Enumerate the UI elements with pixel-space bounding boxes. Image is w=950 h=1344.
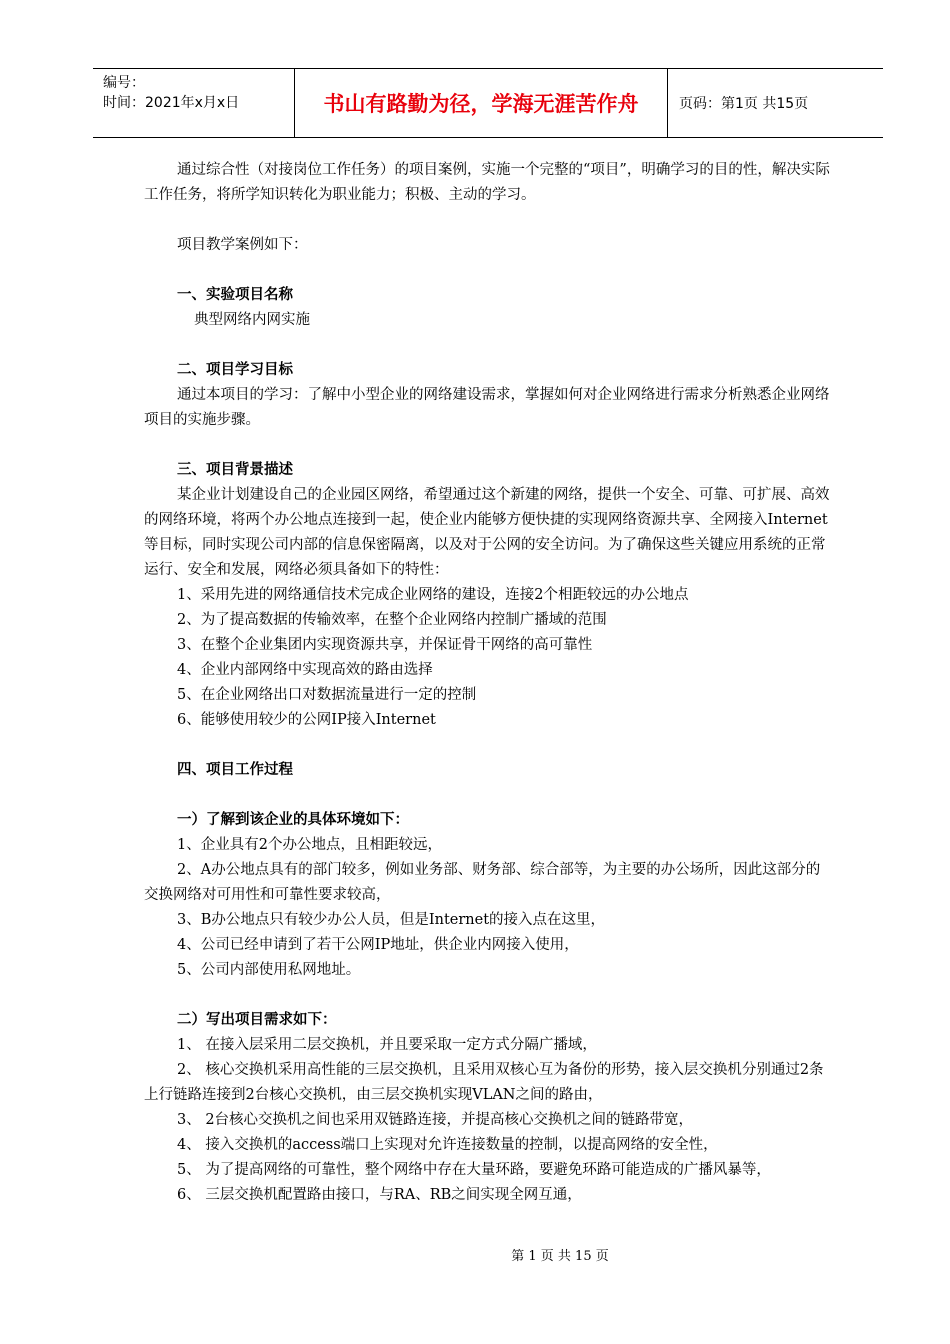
list-item: 6、 三层交换机配置路由接口，与RA、RB之间实现全网互通， bbox=[177, 1187, 582, 1203]
list-item: 4、公司已经申请到了若干公网IP地址，供企业内网接入使用， bbox=[177, 937, 579, 953]
list-item: 1、采用先进的网络通信技术完成企业网络的建设，连接2个相距较远的办公地点 bbox=[177, 587, 689, 603]
list-item: 3、在整个企业集团内实现资源共享，并保证骨干网络的高可靠性 bbox=[177, 637, 593, 653]
list-item: 3、 2台核心交换机之间也采用双链路连接，并提高核心交换机之间的链路带宽， bbox=[177, 1112, 694, 1128]
time-label: 时间：2021年x月x日 bbox=[103, 95, 240, 111]
intro-paragraph: 通过综合性（对接岗位工作任务）的项目案例，实施一个完整的“项目”，明确学习的目的性，解决实际工作任务，将所学知识转化为职业能力；积极、主动的学习。 bbox=[144, 162, 830, 203]
footer-page-number: 第 1 页 共 15 页 bbox=[511, 1249, 609, 1264]
list-item: 2、A办公地点具有的部门较多，例如业务部、财务部、综合部等，为主要的办公场所，因此这部分的交换网络对可用性和可靠性要求较高， bbox=[144, 862, 821, 903]
section-4-title: 四、项目工作过程 bbox=[177, 762, 293, 778]
header-divider bbox=[667, 69, 668, 137]
page-footer bbox=[0, 1245, 950, 1264]
header-meta bbox=[103, 73, 239, 113]
case-intro: 项目教学案例如下： bbox=[177, 237, 308, 253]
number-label: 编号： bbox=[103, 75, 145, 91]
subsection-2-title: 二）写出项目需求如下： bbox=[177, 1012, 337, 1028]
subsection-1-title: 一）了解到该企业的具体环境如下： bbox=[177, 812, 409, 828]
list-item: 4、企业内部网络中实现高效的路由选择 bbox=[177, 662, 433, 678]
header-page-info: 页码：第1页 共15页 bbox=[679, 96, 809, 112]
header-motto: 书山有路勤为径，学海无涯苦作舟 bbox=[323, 92, 639, 116]
list-item: 5、在企业网络出口对数据流量进行一定的控制 bbox=[177, 687, 477, 703]
list-item: 2、 核心交换机采用高性能的三层交换机，且采用双核心互为备份的形势，接入层交换机分别通过2条上行链路连接到2台核心交换机，由三层交换机实现VLAN之间的路由， bbox=[144, 1062, 824, 1103]
list-item: 5、公司内部使用私网地址。 bbox=[177, 962, 361, 978]
section-1-title: 一、实验项目名称 bbox=[177, 287, 293, 303]
section-1-text: 典型网络内网实施 bbox=[194, 312, 310, 328]
section-3-text: 某企业计划建设自己的企业园区网络，希望通过这个新建的网络，提供一个安全、可靠、可扩展、高效的网络环境，将两个办公地点连接到一起，使企业内能够方便快捷的实现网络资源共享、全网接入Internet等目标，同时实现公司内部的信息保密隔离，以及对于公网的安全访问。为了确保这些关键应用系统的正常运行、安全和发展，网络必须具备如下的特性： bbox=[144, 487, 830, 578]
list-item: 2、为了提高数据的传输效率，在整个企业网络内控制广播域的范围 bbox=[177, 612, 607, 628]
list-item: 4、 接入交换机的access端口上实现对允许连接数量的控制，以提高网络的安全性， bbox=[177, 1137, 718, 1153]
section-3-title: 三、项目背景描述 bbox=[177, 462, 293, 478]
page-header bbox=[93, 68, 883, 138]
list-item: 5、 为了提高网络的可靠性，整个网络中存在大量环路，要避免环路可能造成的广播风暴等， bbox=[177, 1162, 771, 1178]
section-2-title: 二、项目学习目标 bbox=[177, 362, 293, 378]
document-body bbox=[144, 158, 834, 1208]
list-item: 1、企业具有2个办公地点，且相距较远， bbox=[177, 837, 442, 853]
section-2-text: 通过本项目的学习：了解中小型企业的网络建设需求，掌握如何对企业网络进行需求分析熟悉企业网络项目的实施步骤。 bbox=[144, 387, 830, 428]
list-item: 3、B办公地点只有较少办公人员，但是Internet的接入点在这里， bbox=[177, 912, 606, 928]
list-item: 6、能够使用较少的公网IP接入Internet bbox=[177, 712, 436, 728]
list-item: 1、 在接入层采用二层交换机，并且要采取一定方式分隔广播域， bbox=[177, 1037, 597, 1053]
